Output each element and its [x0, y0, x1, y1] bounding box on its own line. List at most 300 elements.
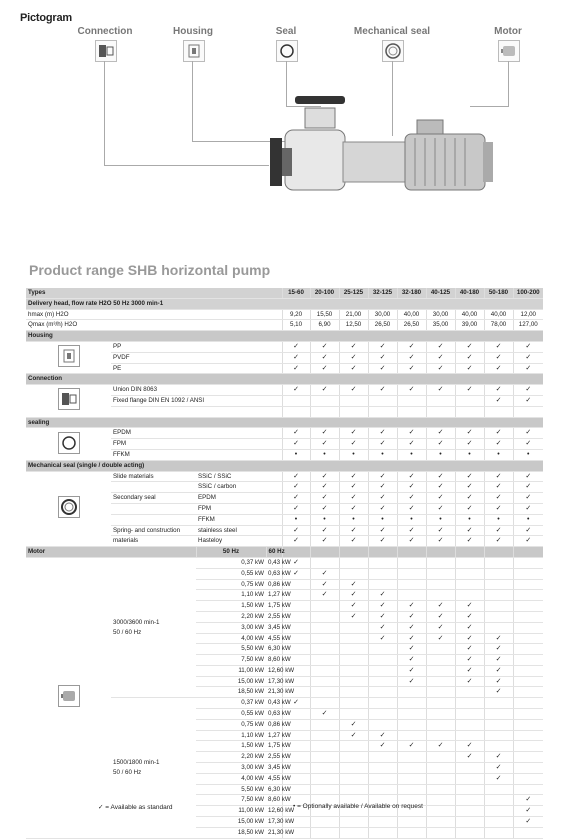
- mark-cell: [310, 655, 339, 666]
- mark-cell: [455, 557, 484, 568]
- mark-cell: [455, 406, 484, 417]
- empty-cell: [455, 547, 484, 558]
- mark-cell: ✓: [368, 622, 397, 633]
- mark-cell: ✓: [368, 493, 397, 504]
- mark-cell: [397, 579, 426, 590]
- mark-cell: ✓: [397, 676, 426, 687]
- type-column-header: 100-200: [513, 288, 543, 298]
- motor-kw-50: 0,75 kW: [196, 579, 266, 590]
- mark-cell: ✓: [282, 363, 310, 374]
- motor-icon: [26, 557, 111, 838]
- mark-cell: ✓: [397, 622, 426, 633]
- pump-illustration: [255, 90, 515, 210]
- mark-cell: ✓: [484, 687, 513, 698]
- mark-cell: ✓: [513, 471, 543, 482]
- mark-cell: ✓: [310, 579, 339, 590]
- hmax-value: 30,00: [368, 309, 397, 320]
- mark-cell: [484, 730, 513, 741]
- mark-cell: ✓: [426, 471, 455, 482]
- mark-cell: ✓: [282, 503, 310, 514]
- mark-cell: ✓: [339, 525, 368, 536]
- mark-cell: ✓: [397, 341, 426, 352]
- mark-cell: •: [310, 449, 339, 460]
- mark-cell: ✓: [455, 503, 484, 514]
- mark-cell: ✓: [282, 385, 310, 396]
- mark-cell: [368, 827, 397, 838]
- motor-kw-50: 0,75 kW: [196, 719, 266, 730]
- mark-cell: [397, 752, 426, 763]
- mark-cell: [513, 709, 543, 720]
- mark-cell: ✓: [426, 536, 455, 547]
- mark-cell: [426, 676, 455, 687]
- mark-cell: ✓: [455, 341, 484, 352]
- empty-cell: [484, 547, 513, 558]
- mark-cell: ✓: [426, 341, 455, 352]
- mark-cell: [484, 590, 513, 601]
- mark-cell: [339, 676, 368, 687]
- mark-cell: [397, 784, 426, 795]
- row-label: [111, 406, 282, 417]
- mark-cell: ✓: [484, 482, 513, 493]
- mark-cell: [513, 784, 543, 795]
- mark-cell: ✓: [397, 471, 426, 482]
- mark-cell: •: [513, 449, 543, 460]
- mark-cell: •: [339, 514, 368, 525]
- mark-cell: [455, 806, 484, 817]
- mark-cell: •: [513, 514, 543, 525]
- connection-icon: [58, 388, 80, 410]
- mark-cell: [397, 827, 426, 838]
- mark-cell: ✓: [484, 525, 513, 536]
- row-group-label: Spring- and construction: [111, 525, 196, 536]
- type-column-header: 32-180: [397, 288, 426, 298]
- mark-cell: [368, 687, 397, 698]
- mark-cell: ✓: [339, 352, 368, 363]
- motor-speed-group: [111, 698, 196, 838]
- mark-cell: ✓: [513, 795, 543, 806]
- mark-cell: ✓: [310, 352, 339, 363]
- housing-icon: [58, 345, 80, 367]
- mark-cell: [397, 763, 426, 774]
- mark-cell: [484, 709, 513, 720]
- mark-cell: [368, 579, 397, 590]
- mark-cell: ✓: [484, 644, 513, 655]
- mark-cell: ✓: [455, 471, 484, 482]
- row-label: FPM: [111, 439, 282, 450]
- mark-cell: ✓: [426, 482, 455, 493]
- mark-cell: [310, 601, 339, 612]
- motor-icon: [58, 685, 80, 707]
- row-label: FPM: [196, 503, 282, 514]
- mark-cell: ✓: [484, 503, 513, 514]
- mark-cell: [455, 698, 484, 709]
- qmax-value: 5,10: [282, 320, 310, 331]
- mark-cell: [513, 773, 543, 784]
- row-label: EPDM: [196, 493, 282, 504]
- mark-cell: [455, 395, 484, 406]
- mark-cell: ✓: [368, 341, 397, 352]
- motor-hz-50-header: 50 Hz: [196, 547, 266, 558]
- type-column-header: 50-180: [484, 288, 513, 298]
- mark-cell: [310, 763, 339, 774]
- mark-cell: [310, 773, 339, 784]
- mark-cell: [368, 406, 397, 417]
- mark-cell: [455, 817, 484, 828]
- mark-cell: ✓: [484, 665, 513, 676]
- mark-cell: [339, 709, 368, 720]
- motor-kw-60: 1,27 kW: [266, 730, 282, 741]
- table-row: [26, 374, 543, 385]
- mark-cell: ✓: [339, 439, 368, 450]
- type-column-header: 15-60: [282, 288, 310, 298]
- mark-cell: ✓: [282, 471, 310, 482]
- mark-cell: ✓: [426, 363, 455, 374]
- hmax-value: 21,00: [339, 309, 368, 320]
- seal-icon: [276, 40, 298, 62]
- mark-cell: ✓: [282, 568, 310, 579]
- mark-cell: ✓: [310, 536, 339, 547]
- mark-cell: ✓: [513, 806, 543, 817]
- mark-cell: •: [397, 514, 426, 525]
- mark-cell: [455, 687, 484, 698]
- mark-cell: ✓: [513, 503, 543, 514]
- empty-cell: [513, 547, 543, 558]
- row-group-label: materials: [111, 536, 196, 547]
- mark-cell: ✓: [368, 428, 397, 439]
- pictogram-label-mechanical-seal: Mechanical seal: [353, 26, 431, 37]
- mark-cell: ✓: [339, 590, 368, 601]
- motor-kw-60: 6,30 kW: [266, 644, 282, 655]
- mark-cell: ✓: [397, 633, 426, 644]
- mark-cell: [310, 730, 339, 741]
- mark-cell: ✓: [310, 363, 339, 374]
- qmax-value: 39,00: [455, 320, 484, 331]
- empty-cell: [397, 547, 426, 558]
- mark-cell: ✓: [513, 352, 543, 363]
- mark-cell: ✓: [397, 741, 426, 752]
- mark-cell: [484, 601, 513, 612]
- motor-kw-50: 3,00 kW: [196, 622, 266, 633]
- motor-kw-60: 8,60 kW: [266, 655, 282, 666]
- mark-cell: [484, 611, 513, 622]
- mark-cell: ✓: [282, 493, 310, 504]
- motor-frequency-label: 50 / 60 Hz: [113, 768, 142, 776]
- mark-cell: [426, 579, 455, 590]
- mark-cell: ✓: [426, 439, 455, 450]
- section-header-connection: Connection: [26, 374, 543, 385]
- mark-cell: [484, 622, 513, 633]
- row-label: FFKM: [111, 449, 282, 460]
- mark-cell: [426, 395, 455, 406]
- mark-cell: [368, 655, 397, 666]
- mark-cell: •: [368, 514, 397, 525]
- mark-cell: ✓: [484, 395, 513, 406]
- row-label: EPDM: [111, 428, 282, 439]
- mark-cell: [339, 406, 368, 417]
- motor-kw-50: 3,00 kW: [196, 763, 266, 774]
- mark-cell: [339, 687, 368, 698]
- mark-cell: ✓: [282, 525, 310, 536]
- mark-cell: [513, 741, 543, 752]
- mark-cell: ✓: [426, 503, 455, 514]
- mark-cell: ✓: [339, 719, 368, 730]
- motor-kw-60: 4,55 kW: [266, 633, 282, 644]
- mark-cell: [368, 784, 397, 795]
- qmax-value: 6,90: [310, 320, 339, 331]
- mark-cell: [455, 719, 484, 730]
- seal-icon: [58, 432, 80, 454]
- empty-cell: [339, 547, 368, 558]
- mark-cell: [455, 795, 484, 806]
- mark-cell: ✓: [339, 428, 368, 439]
- mark-cell: ✓: [513, 385, 543, 396]
- mark-cell: [368, 676, 397, 687]
- mark-cell: [339, 752, 368, 763]
- mark-cell: ✓: [282, 439, 310, 450]
- mark-cell: •: [282, 514, 310, 525]
- mark-cell: ✓: [310, 709, 339, 720]
- mark-cell: ✓: [484, 385, 513, 396]
- mark-cell: ✓: [484, 536, 513, 547]
- motor-kw-60: 17,30 kW: [266, 817, 282, 828]
- mark-cell: ✓: [368, 525, 397, 536]
- motor-kw-50: 0,55 kW: [196, 709, 266, 720]
- mark-cell: [426, 644, 455, 655]
- mark-cell: [426, 557, 455, 568]
- mark-cell: [484, 827, 513, 838]
- mark-cell: [426, 406, 455, 417]
- mark-cell: ✓: [339, 503, 368, 514]
- mark-cell: [513, 719, 543, 730]
- mark-cell: •: [368, 449, 397, 460]
- row-group-label: Slide materials: [111, 471, 196, 482]
- mark-cell: ✓: [368, 730, 397, 741]
- mark-cell: [339, 665, 368, 676]
- mark-cell: [426, 806, 455, 817]
- motor-kw-50: 1,10 kW: [196, 730, 266, 741]
- product-range-title: Product range SHB horizontal pump: [29, 262, 271, 278]
- mark-cell: ✓: [397, 611, 426, 622]
- qmax-value: 12,50: [339, 320, 368, 331]
- qmax-label: Qmax (m³/h) H2O: [26, 320, 282, 331]
- motor-kw-60: 6,30 kW: [266, 784, 282, 795]
- mark-cell: ✓: [455, 601, 484, 612]
- mark-cell: ✓: [397, 601, 426, 612]
- row-label: PE: [111, 363, 282, 374]
- mark-cell: ✓: [455, 428, 484, 439]
- mark-cell: ✓: [484, 471, 513, 482]
- motor-kw-50: 1,10 kW: [196, 590, 266, 601]
- row-label: Fixed flange DIN EN 1092 / ANSI: [111, 395, 282, 406]
- housing-icon: [26, 341, 111, 373]
- mark-cell: ✓: [484, 439, 513, 450]
- mark-cell: [310, 406, 339, 417]
- mark-cell: ✓: [397, 665, 426, 676]
- mark-cell: [397, 395, 426, 406]
- mark-cell: ✓: [455, 611, 484, 622]
- row-group-label: [111, 514, 196, 525]
- mark-cell: [310, 827, 339, 838]
- mark-cell: [397, 709, 426, 720]
- motor-kw-50: 2,20 kW: [196, 752, 266, 763]
- mark-cell: ✓: [484, 428, 513, 439]
- mark-cell: [368, 698, 397, 709]
- motor-kw-50: 0,37 kW: [196, 557, 266, 568]
- mark-cell: ✓: [368, 601, 397, 612]
- mark-cell: ✓: [484, 341, 513, 352]
- mark-cell: ✓: [368, 471, 397, 482]
- mark-cell: [397, 406, 426, 417]
- motor-kw-60: 0,43 kW: [266, 698, 282, 709]
- mark-cell: ✓: [426, 611, 455, 622]
- mark-cell: ✓: [282, 341, 310, 352]
- mark-cell: ✓: [484, 676, 513, 687]
- mark-cell: ✓: [368, 439, 397, 450]
- table-row: [26, 309, 543, 320]
- mark-cell: [368, 719, 397, 730]
- qmax-value: 127,00: [513, 320, 543, 331]
- mark-cell: [368, 557, 397, 568]
- mark-cell: [310, 622, 339, 633]
- mark-cell: ✓: [455, 622, 484, 633]
- mark-cell: [426, 827, 455, 838]
- mark-cell: [339, 741, 368, 752]
- mark-cell: ✓: [310, 385, 339, 396]
- motor-speed-group: [111, 557, 196, 697]
- motor-speed-label: 3000/3600 min-1: [113, 618, 160, 626]
- hmax-label: hmax (m) H2O: [26, 309, 282, 320]
- mark-cell: ✓: [310, 493, 339, 504]
- mark-cell: ✓: [513, 363, 543, 374]
- mark-cell: [397, 590, 426, 601]
- motor-kw-50: 2,20 kW: [196, 611, 266, 622]
- pictogram-label-connection: Connection: [77, 26, 133, 37]
- mark-cell: [484, 817, 513, 828]
- motor-hz-60-header: 60 Hz: [266, 547, 282, 558]
- mark-cell: [310, 741, 339, 752]
- mark-cell: [339, 773, 368, 784]
- mark-cell: ✓: [455, 655, 484, 666]
- motor-kw-60: 1,75 kW: [266, 741, 282, 752]
- mark-cell: ✓: [455, 352, 484, 363]
- mark-cell: ✓: [397, 363, 426, 374]
- mark-cell: [368, 665, 397, 676]
- motor-kw-50: 4,00 kW: [196, 773, 266, 784]
- motor-kw-50: 11,00 kW: [196, 806, 266, 817]
- table-row: [26, 417, 543, 428]
- mark-cell: [310, 676, 339, 687]
- mark-cell: ✓: [368, 482, 397, 493]
- motor-kw-50: 15,00 kW: [196, 676, 266, 687]
- mark-cell: ✓: [455, 752, 484, 763]
- mark-cell: ✓: [339, 493, 368, 504]
- mark-cell: [310, 633, 339, 644]
- mark-cell: •: [397, 449, 426, 460]
- motor-kw-60: 21,30 kW: [266, 687, 282, 698]
- mark-cell: [339, 622, 368, 633]
- mark-cell: [484, 568, 513, 579]
- mark-cell: [426, 752, 455, 763]
- mark-cell: ✓: [455, 363, 484, 374]
- mark-cell: ✓: [310, 590, 339, 601]
- type-column-header: 20-100: [310, 288, 339, 298]
- mark-cell: [484, 698, 513, 709]
- mark-cell: ✓: [282, 352, 310, 363]
- section-header-housing: Housing: [26, 331, 543, 342]
- section-header-sealing: sealing: [26, 417, 543, 428]
- mark-cell: [513, 644, 543, 655]
- mark-cell: [513, 655, 543, 666]
- table-row: [26, 428, 543, 439]
- mark-cell: [513, 687, 543, 698]
- mark-cell: ✓: [513, 525, 543, 536]
- mark-cell: [368, 817, 397, 828]
- mark-cell: [484, 719, 513, 730]
- motor-kw-50: 7,50 kW: [196, 795, 266, 806]
- mark-cell: ✓: [310, 525, 339, 536]
- mark-cell: [455, 773, 484, 784]
- mark-cell: ✓: [397, 482, 426, 493]
- motor-kw-60: 1,75 kW: [266, 601, 282, 612]
- mark-cell: [513, 633, 543, 644]
- mark-cell: ✓: [455, 633, 484, 644]
- mark-cell: ✓: [397, 536, 426, 547]
- motor-kw-50: 18,50 kW: [196, 827, 266, 838]
- mark-cell: ✓: [310, 503, 339, 514]
- motor-kw-50: 5,50 kW: [196, 644, 266, 655]
- mark-cell: ✓: [339, 579, 368, 590]
- mark-cell: ✓: [310, 471, 339, 482]
- mark-cell: [310, 644, 339, 655]
- empty-cell: [426, 547, 455, 558]
- mark-cell: ✓: [397, 493, 426, 504]
- product-range-table: [26, 288, 543, 839]
- mark-cell: ✓: [339, 730, 368, 741]
- mark-cell: ✓: [397, 503, 426, 514]
- mark-cell: [426, 817, 455, 828]
- mark-cell: [426, 730, 455, 741]
- mark-cell: [310, 395, 339, 406]
- motor-speed-label: 1500/1800 min-1: [113, 759, 160, 767]
- table-row: [26, 471, 543, 482]
- pictogram-label-housing: Housing: [173, 26, 213, 37]
- mark-cell: ✓: [339, 471, 368, 482]
- mark-cell: ✓: [339, 363, 368, 374]
- pictogram-label-seal: Seal: [275, 26, 297, 37]
- hmax-value: 30,00: [426, 309, 455, 320]
- types-label: Types: [26, 288, 282, 298]
- mark-cell: [426, 568, 455, 579]
- mark-cell: ✓: [455, 741, 484, 752]
- empty-cell: [282, 547, 310, 558]
- mark-cell: [426, 763, 455, 774]
- motor-kw-50: 7,50 kW: [196, 655, 266, 666]
- mark-cell: [397, 687, 426, 698]
- mark-cell: ✓: [513, 428, 543, 439]
- motor-kw-60: 17,30 kW: [266, 676, 282, 687]
- motor-kw-50: 11,00 kW: [196, 665, 266, 676]
- motor-frequency-label: 50 / 60 Hz: [113, 628, 142, 636]
- mark-cell: [455, 763, 484, 774]
- mark-cell: ✓: [397, 655, 426, 666]
- empty-cell: [368, 547, 397, 558]
- row-label: PVDF: [111, 352, 282, 363]
- row-group-label: Secondary seal: [111, 493, 196, 504]
- mark-cell: ✓: [397, 428, 426, 439]
- footer-legend-optional: • = Optionally available / Available on request: [293, 803, 423, 810]
- mark-cell: [513, 698, 543, 709]
- qmax-value: 26,50: [368, 320, 397, 331]
